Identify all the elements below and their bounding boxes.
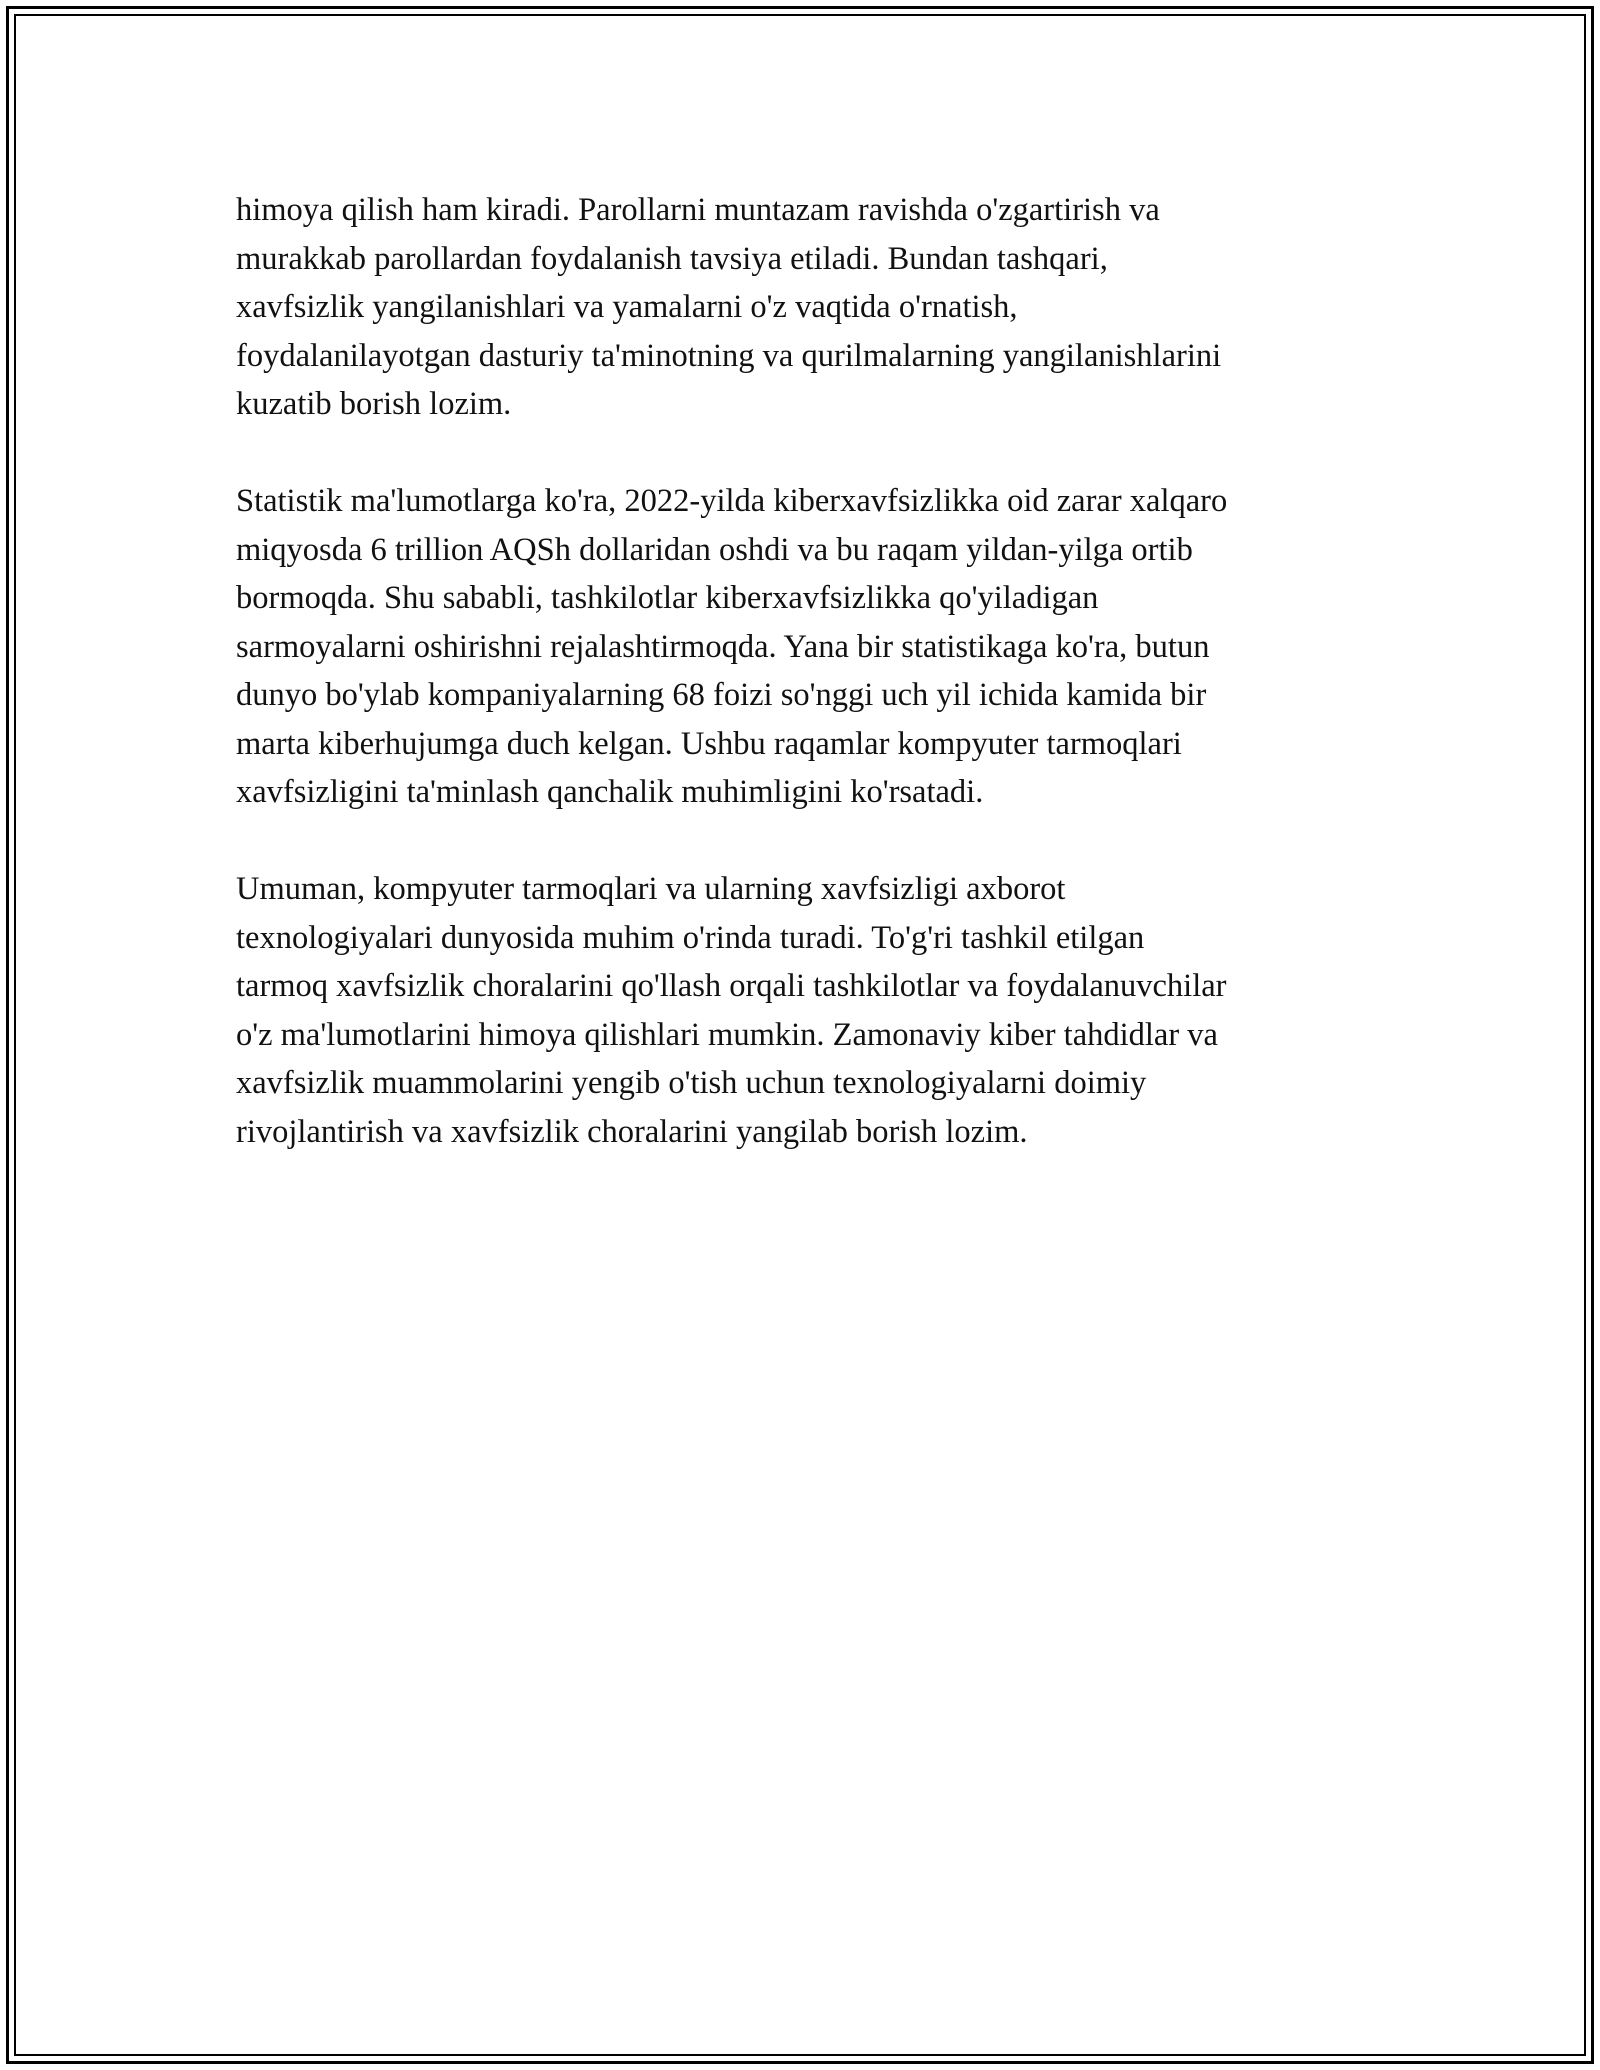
paragraph-password-security: himoya qilish ham kiradi. Parollarni muntazam ravishda o'zgartirish va murakkab parollardan foydalanish tavsiya etiladi. Bundan tashqari, xavfsizlik yangilanishlari va yamalarni o'z vaqtida o'rnatish, foydalanilayotgan dasturiy ta'minotning va qurilmalarning yangilanishlarini kuzatib borish lozim.	[236, 192, 1222, 422]
paragraph-statistics: Statistik ma'lumotlarga ko'ra, 2022-yilda kiberxavfsizlikka oid zarar xalqaro miqyosda 6 trillion AQSh dollaridan oshdi va bu raqam yildan-yilga ortib bormoqda. Shu sababli, tashkilotlar kiberxavfsizlikka qo'yiladigan sarmoyalarni oshirishni rejalashtirmoqda. Yana bir statistikaga ko'ra, butun dunyo bo'ylab kompaniyalarning 68 foizi so'nggi uch yil ichida kamida bir marta kiberhujumga duch kelgan. Ushbu raqamlar kompyuter tarmoqlari xavfsizligini ta'minlash qanchalik muhimligini ko'rsatadi.	[236, 483, 1228, 810]
document-body	[236, 186, 1396, 1205]
paragraph-conclusion: Umuman, kompyuter tarmoqlari va ularning xavfsizligi axborot texnologiyalari dunyosida muhim o'rinda turadi. To'g'ri tashkil etilgan tarmoq xavfsizlik choralarini qo'llash orqali tashkilotlar va foydalanuvchilar o'z ma'lumotlarini himoya qilishlari mumkin. Zamonaviy kiber tahdidlar va xavfsizlik muammolarini yengib o'tish uchun texnologiyalarni doimiy rivojlantirish va xavfsizlik choralarini yangilab borish lozim.	[236, 871, 1227, 1150]
